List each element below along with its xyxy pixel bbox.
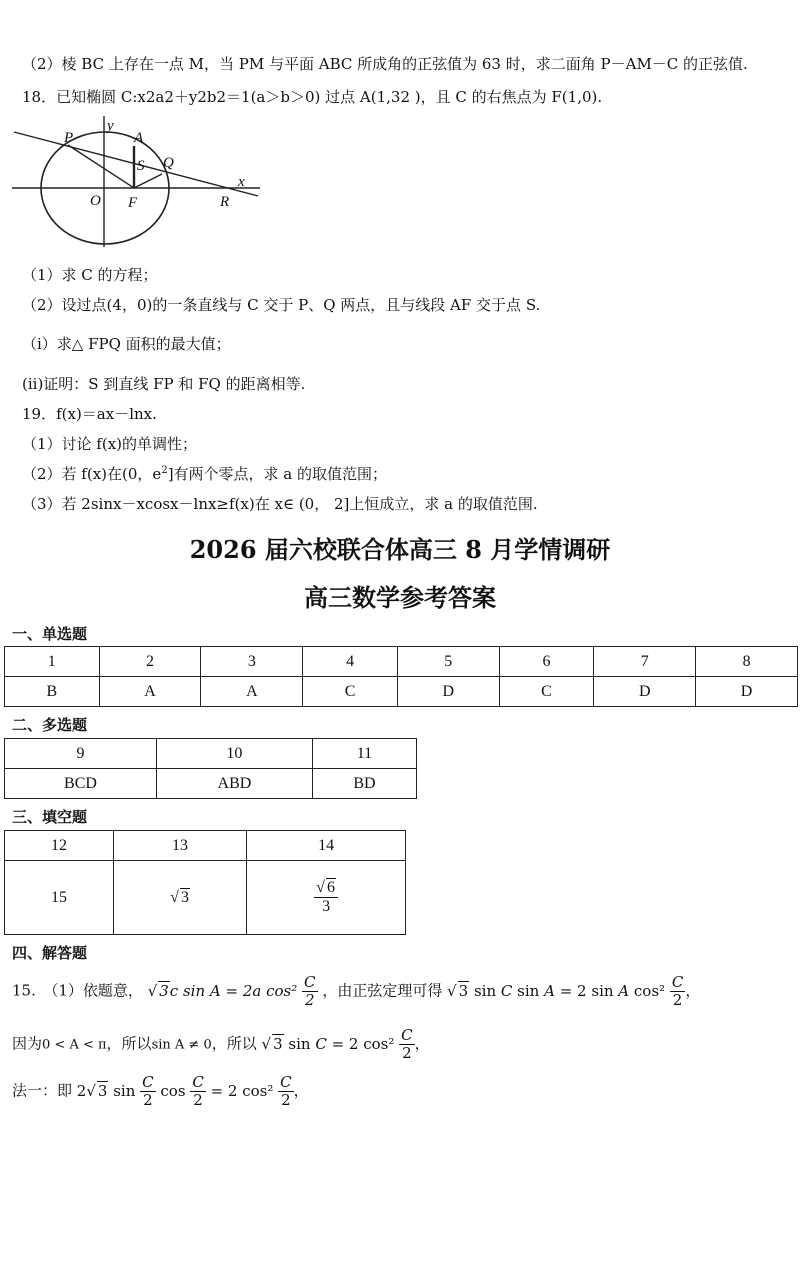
ellipse-figure	[10, 112, 270, 252]
cell: C	[303, 677, 398, 707]
formula-given: √ 3c sin A = 2a cos² $\frac{C}{2}$	[147, 973, 316, 1009]
label-f: F	[128, 195, 138, 211]
fill-answer-row	[5, 861, 406, 935]
cell: 12	[5, 831, 114, 861]
sol15-line2	[12, 1028, 430, 1061]
cell: 8	[696, 647, 798, 677]
answer-13: 3	[180, 888, 189, 906]
section-fill-blank: 三、填空题	[12, 808, 88, 826]
label-y: y	[107, 118, 114, 134]
q17-part2: （2）棱 BC 上存在一点 M，当 PM 与平面 ABC 所成角的正弦值为 63 时，求二面角 P－AM－C 的正弦值.	[22, 55, 748, 73]
sol15-line1	[12, 975, 700, 1008]
q18-part-i: （i）求△ FPQ 面积的最大值；	[22, 335, 231, 353]
segment-pf	[68, 145, 134, 188]
sol15-l1a: 15. （1）依题意，	[12, 981, 143, 1000]
q19-part2	[22, 463, 387, 484]
cell: A	[201, 677, 303, 707]
cell: 6	[499, 647, 594, 677]
sol15-l2b: ，所以	[106, 1034, 152, 1053]
cell: 7	[594, 647, 696, 677]
label-q: Q	[163, 155, 174, 171]
section-multi-choice: 二、多选题	[12, 716, 88, 734]
cell: BD	[312, 769, 416, 799]
cell: A	[99, 677, 201, 707]
cell: 9	[5, 739, 157, 769]
q19-part2-a: （2）若 f(x)在(0，e	[22, 465, 162, 483]
multi-choice-table	[4, 738, 417, 799]
q19-part1: （1）讨论 f(x)的单调性；	[22, 435, 198, 453]
multi-answer-row	[5, 769, 417, 799]
q19-part3: （3）若 2sinx－xcosx－lnx≥f(x)在 x∈ (0， 2]上恒成立，求 a 的取值范围.	[22, 495, 538, 513]
cell: 11	[312, 739, 416, 769]
ineq-a: 0 < A < π	[42, 1037, 107, 1053]
cell	[247, 861, 406, 935]
cell: B	[5, 677, 100, 707]
sol15-l2c: ，所以	[211, 1034, 257, 1053]
sol15-l1b: ，由正弦定理可得	[322, 981, 443, 1000]
q19-part2-b: ]有两个零点，求 a 的取值范围；	[167, 465, 388, 483]
label-r: R	[220, 194, 230, 210]
q18-part2: （2）设过点(4，0)的一条直线与 C 交于 P、Q 两点，且与线段 AF 交于点 S.	[22, 296, 541, 314]
q18-part1: （1）求 C 的方程；	[22, 266, 158, 284]
cell: 1	[5, 647, 100, 677]
cell: D	[397, 677, 499, 707]
single-choice-table	[4, 646, 798, 707]
cell: 15	[5, 861, 114, 935]
formula-half-angle: 2√ 3 sin $\frac{C}{2}$ cos $\frac{C}{2}$ = 2 cos² $\frac{C}{2}$	[76, 1073, 292, 1109]
sol15-l3-end: ，	[293, 1081, 309, 1100]
answer-title: 2026 届六校联合体高三 8 月学情调研	[189, 535, 611, 564]
q19-part2-sup: 2	[161, 465, 168, 476]
q19-stem: 19．f(x)＝ax－lnx.	[22, 405, 157, 423]
sol15-l3a: 法一：即	[12, 1081, 73, 1100]
label-a: A	[134, 130, 144, 146]
sol15-line3	[12, 1075, 309, 1108]
cell: 3	[201, 647, 303, 677]
label-x: x	[238, 174, 245, 190]
cell: 5	[397, 647, 499, 677]
segment-qf	[134, 174, 162, 188]
cell: C	[499, 677, 594, 707]
section-solutions: 四、解答题	[12, 944, 88, 962]
cell: ABD	[156, 769, 312, 799]
cell: 4	[303, 647, 398, 677]
formula-reduced: √ 3 sin C = 2 cos² $\frac{C}{2}$	[261, 1026, 413, 1062]
answer-14: $\frac{√ 6}{3}$	[314, 880, 338, 915]
cell: √ 3	[113, 861, 246, 935]
sol15-l2a: 因为	[12, 1034, 43, 1053]
cell: 2	[99, 647, 201, 677]
cell: BCD	[5, 769, 157, 799]
fill-blank-table	[4, 830, 406, 935]
cell: 14	[247, 831, 406, 861]
cell: 13	[113, 831, 246, 861]
single-num-row	[5, 647, 798, 677]
label-p: P	[64, 130, 74, 146]
cell: 10	[156, 739, 312, 769]
cell: D	[696, 677, 798, 707]
cell: D	[594, 677, 696, 707]
sin-a-nonzero: sin A ≠ 0	[151, 1037, 212, 1053]
multi-num-row	[5, 739, 417, 769]
answer-14-num: 6	[326, 879, 335, 896]
section-single-choice: 一、单选题	[12, 625, 88, 643]
single-answer-row	[5, 677, 798, 707]
sol15-l1-end: ，	[685, 981, 701, 1000]
q18-stem: 18．已知椭圆 C:x2a2＋y2b2＝1(a＞b＞0) 过点 A(1,32 )，且 C 的右焦点为 F(1,0).	[22, 88, 603, 106]
formula-sine-rule: √ 3 sin C sin A = 2 sin A cos² $\frac{C}{2}$	[447, 973, 684, 1009]
label-s: S	[137, 158, 145, 174]
fill-num-row	[5, 831, 406, 861]
sol15-l2-end: ，	[414, 1034, 430, 1053]
answer-subtitle: 高三数学参考答案	[304, 583, 496, 612]
answer-14-den: 3	[322, 898, 331, 915]
q18-part-ii: (ii)证明：S 到直线 FP 和 FQ 的距离相等.	[22, 375, 306, 393]
label-o: O	[90, 193, 101, 209]
